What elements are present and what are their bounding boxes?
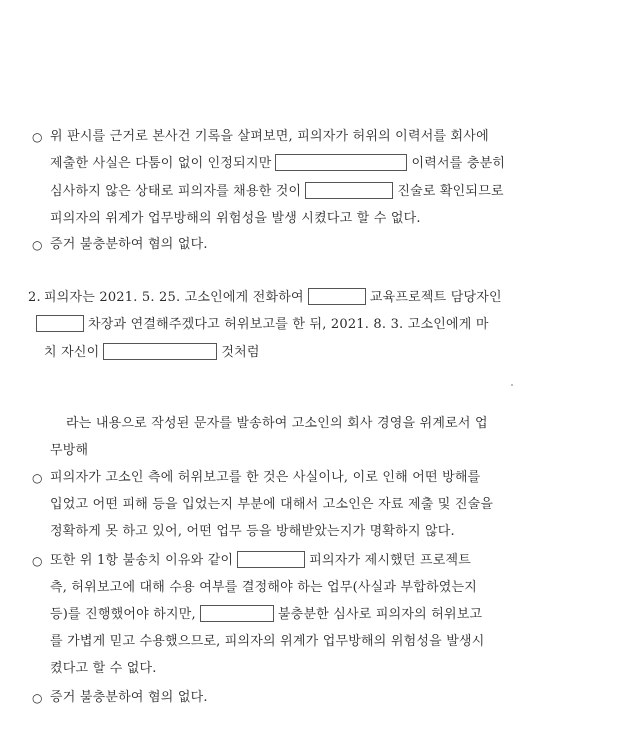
text-line: 라는 내용으로 작성된 문자를 발송하여 고소인의 회사 경영을 위계로서 업 <box>66 416 488 431</box>
bullet-marker: ○ <box>32 471 43 485</box>
text-segment: 제출한 사실은 다툼이 없이 인정되지만 <box>50 156 272 171</box>
text-segment: 차장과 연결해주겠다고 허위보고를 한 뒤, 2021. 8. 3. 고소인에게 마 <box>88 317 489 332</box>
text-line: 무방해 <box>50 443 89 458</box>
text-segment: 이력서를 충분히 <box>411 156 506 171</box>
text-line: 위 판시를 근거로 본사건 기록을 살펴보면, 피의자가 허위의 이력서를 회사에 <box>50 129 489 144</box>
text-line <box>44 344 260 362</box>
bullet-marker: ○ <box>32 554 43 568</box>
text-line: 정확하게 못 하고 있어, 어떤 업무 등을 방해받았는지가 명확하지 않다. <box>50 524 455 539</box>
text-segment: 피의자가 제시했던 프로젝트 <box>309 553 471 568</box>
text-segment: 진술로 확인되므로 <box>397 184 504 199</box>
text-segment: 피의자는 2021. 5. 25. 고소인에게 전화하여 <box>44 290 304 305</box>
text-segment: 심사하지 않은 상태로 피의자를 채용한 것이 <box>50 184 302 199</box>
redaction-box <box>308 288 366 305</box>
text-segment: 또한 위 1항 불송치 이유와 같이 <box>50 553 234 568</box>
text-line <box>44 289 502 307</box>
redaction-box <box>237 551 305 568</box>
text-segment: 불충분한 심사로 피의자의 허위보고 <box>277 607 483 622</box>
text-line: 증거 불충분하여 혐의 없다. <box>50 237 208 252</box>
text-segment: 것처럼 <box>221 345 260 360</box>
text-line: 피의자의 위계가 업무방해의 위험성을 발생 시켰다고 할 수 없다. <box>50 211 421 226</box>
text-segment: 치 자신이 <box>44 345 100 360</box>
text-line: 켰다고 할 수 없다. <box>50 661 157 676</box>
redaction-box <box>275 154 407 171</box>
scan-speck <box>511 384 513 386</box>
text-segment: 교육프로젝트 담당자인 <box>369 290 502 305</box>
text-line <box>50 606 482 624</box>
bullet-marker: ○ <box>32 238 43 252</box>
text-line <box>50 183 504 201</box>
text-line <box>36 316 489 334</box>
text-line: 를 가볍게 믿고 수용했으므로, 피의자의 위계가 업무방해의 위험성을 발생시 <box>50 634 485 649</box>
redaction-box <box>305 182 393 199</box>
redaction-box <box>200 605 274 622</box>
text-segment: 등)를 진행했어야 하지만, <box>50 607 196 622</box>
redaction-box <box>36 315 84 332</box>
redaction-box <box>103 343 217 360</box>
text-line: 피의자가 고소인 측에 허위보고를 한 것은 사실이나, 이로 인해 어떤 방해를 <box>50 470 481 485</box>
text-line <box>50 552 471 570</box>
text-line: 증거 불충분하여 혐의 없다. <box>50 690 208 705</box>
text-line: 측, 허위보고에 대해 수용 여부를 결정해야 하는 업무(사실과 부합하였는지 <box>50 580 478 595</box>
bullet-marker: ○ <box>32 691 43 705</box>
section-number: 2. <box>28 290 41 305</box>
bullet-marker: ○ <box>32 130 43 144</box>
text-line <box>50 155 505 173</box>
text-line: 입었고 어떤 피해 등을 입었는지 부분에 대해서 고소인은 자료 제출 및 진술을 <box>50 497 494 512</box>
